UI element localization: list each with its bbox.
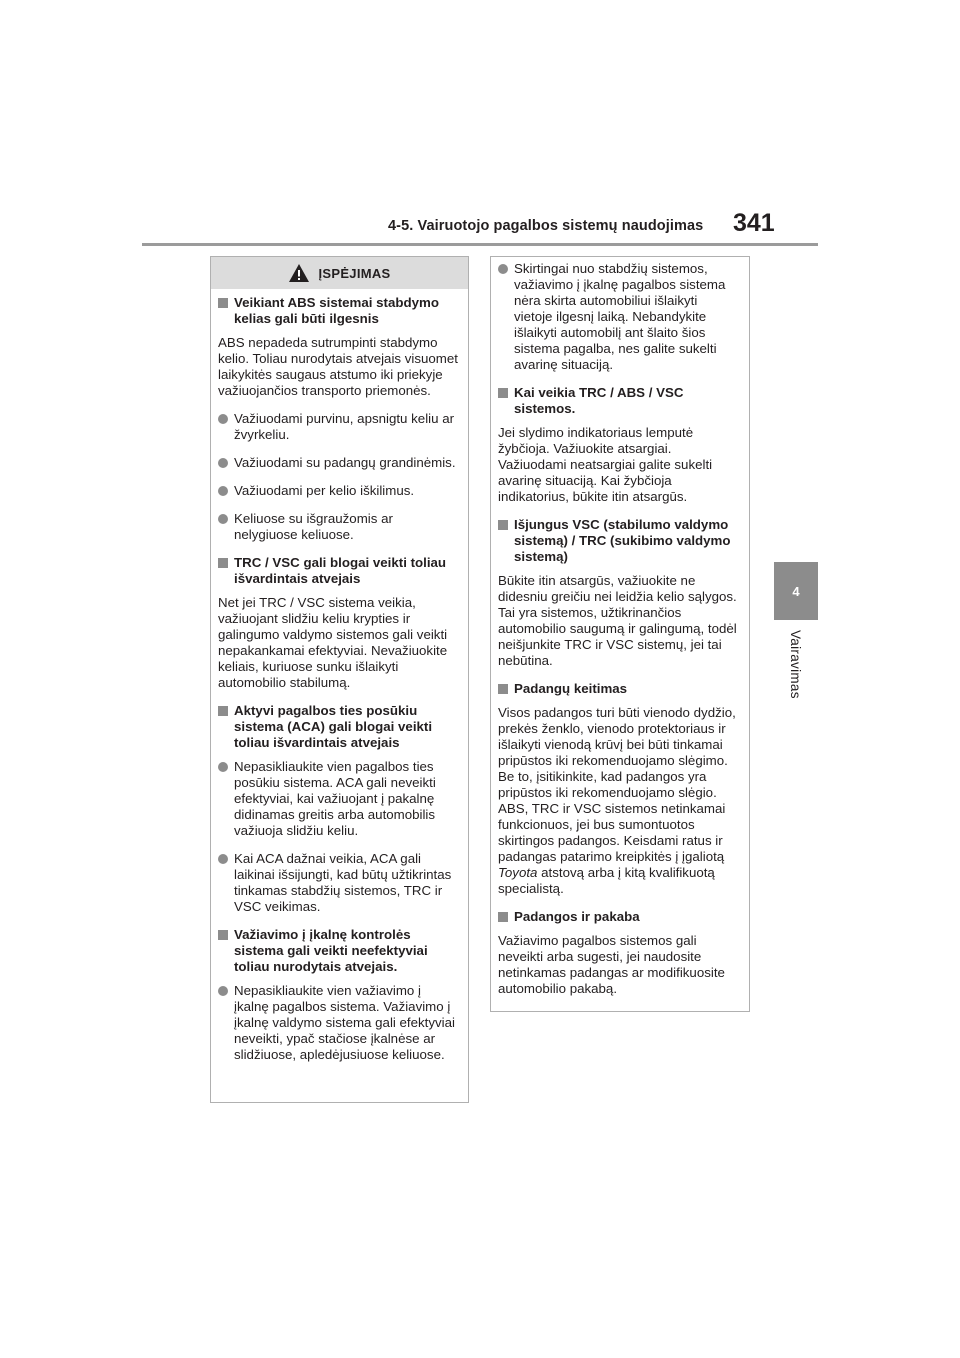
chapter-number: 4: [792, 583, 800, 599]
list-item: Nepasikliaukite vien pagalbos ties posūkiu sistema. ACA gali neveikti efektyviai, kai važiuojant į pakalnę didinamas greitis arba automobilis važiuoja slidžiu keliu.: [218, 759, 458, 839]
square-bullet-icon: [218, 930, 228, 940]
section-heading: Aktyvi pagalbos ties posūkiu sistema (ACA) gali blogai veikti toliau išvardintais atvejais: [218, 703, 458, 751]
square-bullet-icon: [498, 388, 508, 398]
section-heading: Padangų keitimas: [498, 681, 739, 697]
paragraph: Važiavimo pagalbos sistemos gali neveikti arba sugesti, jei naudosite netinkamas padangas ar modifikuosite automobilio pakabą.: [498, 933, 725, 996]
bullet-dot-icon: [498, 264, 508, 274]
square-bullet-icon: [218, 558, 228, 568]
paragraph: Būkite itin atsargūs, važiuokite ne didesniu greičiu nei leidžia kelio sąlygos. Tai yra sistemos, užtikrinančios automobilio saugumą ir galingumą, todėl neišjunkite TRC ir VSC sistemų, jei tai nebūtina.: [498, 573, 737, 668]
warning-box-right: [490, 256, 750, 1012]
square-bullet-icon: [498, 684, 508, 694]
square-bullet-icon: [498, 520, 508, 530]
list-item: Važiuodami su padangų grandinėmis.: [218, 455, 458, 471]
list-item: Keliuose su išgraužomis ar nelygiuose keliuose.: [218, 511, 458, 543]
warning-header: [211, 257, 468, 289]
bullet-dot-icon: [218, 486, 228, 496]
bullet-dot-icon: [218, 986, 228, 996]
section-heading: Važiavimo į įkalnę kontrolės sistema gali veikti neefektyviai toliau nurodytais atvejais.: [218, 927, 458, 975]
paragraph: Jei slydimo indikatoriaus lemputė žybčioja. Važiuokite atsargiai. Važiuodami neatsargiai galite sukelti avarinę situaciją. Kai žybčioja indikatorius, būkite itin atsargūs.: [498, 425, 713, 504]
bullet-dot-icon: [218, 458, 228, 468]
section-title: 4-5. Vairuotojo pagalbos sistemų naudojimas: [388, 218, 704, 234]
bullet-dot-icon: [218, 414, 228, 424]
section-heading: Padangos ir pakaba: [498, 909, 739, 925]
list-item: Važiuodami per kelio iškilimus.: [218, 483, 458, 499]
list-item: Nepasikliaukite vien važiavimo į įkalnę pagalbos sistema. Važiavimo į įkalnę valdymo sistema gali efektyviai neveikti, ypač stačiose įkalnėse ar slidžiuose, apledėjusiuose keliuose.: [218, 983, 458, 1063]
section-heading: TRC / VSC gali blogai veikti toliau išvardintais atvejais: [218, 555, 458, 587]
list-item: Važiuodami purvinu, apsnigtu keliu ar žvyrkeliu.: [218, 411, 458, 443]
warning-triangle-icon: [288, 263, 310, 283]
square-bullet-icon: [218, 298, 228, 308]
section-heading: Kai veikia TRC / ABS / VSC sistemos.: [498, 385, 739, 417]
square-bullet-icon: [218, 706, 228, 716]
chapter-tab[interactable]: [774, 562, 818, 620]
section-heading: Išjungus VSC (stabilumo valdymo sistemą) / TRC (sukibimo valdymo sistemą): [498, 517, 739, 565]
section-heading: Veikiant ABS sistemai stabdymo kelias gali būti ilgesnis: [218, 295, 458, 327]
square-bullet-icon: [498, 912, 508, 922]
list-item: Kai ACA dažnai veikia, ACA gali laikinai išsijungti, kad būtų užtikrintas tinkamas stabdžių sistemos, TRC ir VSC veikimas.: [218, 851, 458, 915]
paragraph: Net jei TRC / VSC sistema veikia, važiuojant slidžiu keliu krypties ir galingumo valdymo sistemos gali veikti nepakankamai efektyviai. Nevažiuokite keliais, kuriuose sunku išlaikyti automobilio stabilumą.: [218, 595, 448, 690]
bullet-dot-icon: [218, 514, 228, 524]
header-divider: [142, 243, 818, 246]
bullet-dot-icon: [218, 854, 228, 864]
chapter-label: Vairavimas: [788, 630, 803, 699]
brand-name: Toyota: [498, 865, 538, 880]
paragraph: ABS nepadeda sutrumpinti stabdymo kelio. Toliau nurodytais atvejais visuomet laikykitės saugaus atstumo iki priekyje važiuojančios transporto priemonės.: [218, 335, 458, 398]
bullet-dot-icon: [218, 762, 228, 772]
list-item: Skirtingai nuo stabdžių sistemos, važiavimo į įkalnę pagalbos sistema nėra skirta automobiliui išlaikyti vietoje ilgesnį laiką. Nebandykite išlaikyti automobilį ant šlaito šios sistema pagalba, nes galite sukelti avarinę situaciją.: [498, 261, 739, 373]
page-number: 341: [733, 209, 775, 237]
warning-label: ĮSPĖJIMAS: [318, 265, 391, 281]
paragraph: Visos padangos turi būti vienodo dydžio, prekės ženklo, vienodo protektoriaus ir išlaikyti vienodą krūvį bei būti tinkamai pripūstos iki rekomenduojamo slėgimo. Be to, įsitikinkite, kad padangos yra pripūstos iki rekomenduojamo slėgio. ABS, TRC ir VSC sistemos netinkamai funkcionuos, jei bus sumontuotos skirtingos padangos. Keisdami ratus ir padangas patarimo kreipkitės į įgaliotą Toyota atstovą arba į kitą kvalifikuotą specialistą.: [498, 705, 736, 896]
warning-box-left: [210, 256, 469, 1103]
